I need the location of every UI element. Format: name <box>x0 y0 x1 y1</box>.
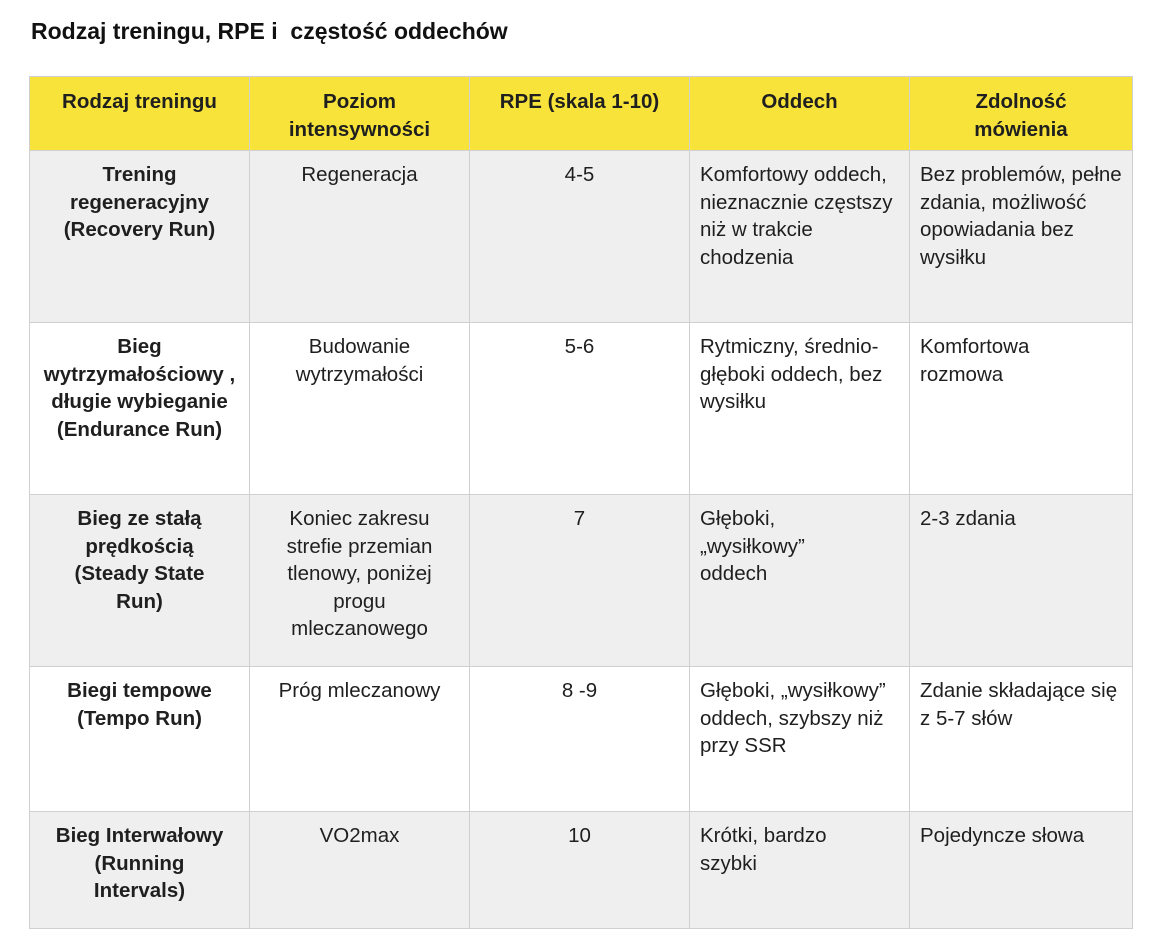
table-row <box>30 151 1133 323</box>
cell-speaking-ability: Komfortowa rozmowa <box>910 323 1133 495</box>
cell-training-type: Bieg ze stałą prędkością (Steady State Run) <box>30 495 250 667</box>
cell-speaking-ability: Pojedyncze słowa <box>910 812 1133 929</box>
header-intensity-level: Poziom intensywności <box>250 77 470 151</box>
cell-intensity: Regeneracja <box>250 151 470 323</box>
cell-training-type: Biegi tempowe (Tempo Run) <box>30 667 250 812</box>
header-training-type: Rodzaj treningu <box>30 77 250 151</box>
cell-rpe: 8 -9 <box>470 667 690 812</box>
cell-intensity: Koniec zakresu strefie przemian tlenowy, poniżej progu mleczanowego <box>250 495 470 667</box>
table-header-row <box>30 77 1133 151</box>
cell-rpe: 4-5 <box>470 151 690 323</box>
cell-rpe: 10 <box>470 812 690 929</box>
header-rpe: RPE (skala 1-10) <box>470 77 690 151</box>
cell-intensity: Budowanie wytrzymałości <box>250 323 470 495</box>
cell-breathing: Komfortowy oddech, nieznacznie częstszy niż w trakcie chodzenia <box>690 151 910 323</box>
table-row <box>30 812 1133 929</box>
cell-training-type: Bieg wytrzymałościowy , długie wybieganie (Endurance Run) <box>30 323 250 495</box>
cell-rpe: 7 <box>470 495 690 667</box>
training-table <box>29 76 1133 929</box>
cell-speaking-ability: Zdanie składające się z 5-7 słów <box>910 667 1133 812</box>
header-breathing: Oddech <box>690 77 910 151</box>
cell-breathing: Głęboki, „wysiłkowy” oddech, szybszy niż przy SSR <box>690 667 910 812</box>
cell-breathing: Rytmiczny, średnio-głęboki oddech, bez wysiłku <box>690 323 910 495</box>
page-title: Rodzaj treningu, RPE i częstość oddechów <box>31 18 508 44</box>
cell-intensity: Próg mleczanowy <box>250 667 470 812</box>
header-speaking-ability: Zdolność mówienia <box>910 77 1133 151</box>
cell-training-type: Bieg Interwałowy (Running Intervals) <box>30 812 250 929</box>
cell-training-type: Trening regeneracyjny (Recovery Run) <box>30 151 250 323</box>
cell-speaking-ability: Bez problemów, pełne zdania, możliwość opowiadania bez wysiłku <box>910 151 1133 323</box>
table-row <box>30 667 1133 812</box>
cell-breathing: Głęboki, „wysiłkowy” oddech <box>690 495 910 667</box>
cell-intensity: VO2max <box>250 812 470 929</box>
table-row <box>30 323 1133 495</box>
cell-rpe: 5-6 <box>470 323 690 495</box>
cell-breathing: Krótki, bardzo szybki <box>690 812 910 929</box>
table-row <box>30 495 1133 667</box>
cell-speaking-ability: 2-3 zdania <box>910 495 1133 667</box>
